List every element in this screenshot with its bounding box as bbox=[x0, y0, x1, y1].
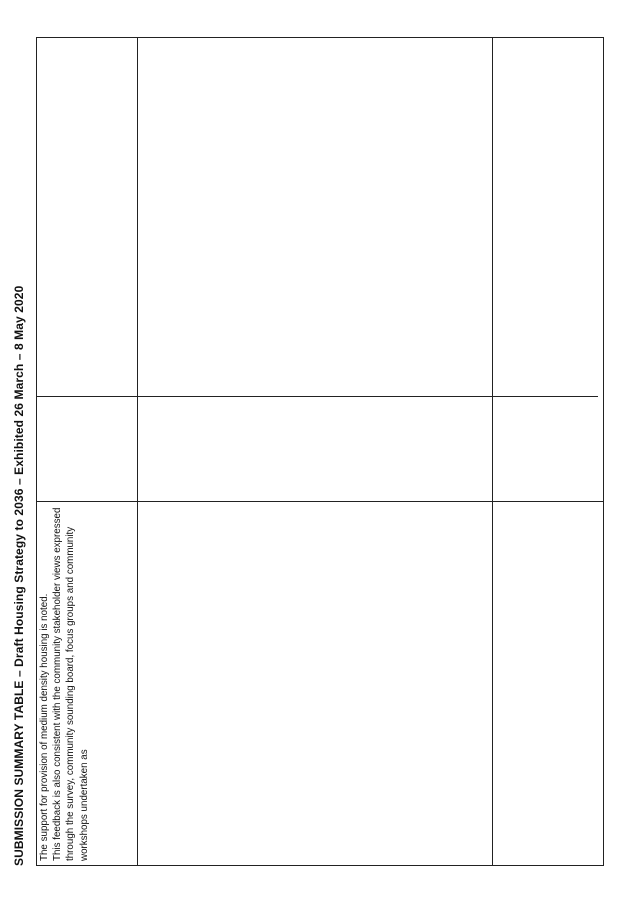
response-paragraph: The support for provision of medium density housing is noted. bbox=[39, 593, 50, 861]
response-paragraph: This feedback is also consistent with the community stakeholder views expressed through the survey, community sounding board, focus groups and community workshops undertaken as bbox=[52, 507, 90, 861]
submission-table bbox=[36, 37, 604, 866]
page-title: SUBMISSION SUMMARY TABLE – Draft Housing Strategy to 2036 – Exhibited 26 March – 8 May 2020 bbox=[12, 285, 26, 866]
row-divider-1 bbox=[137, 37, 138, 866]
row-divider-2 bbox=[492, 37, 493, 866]
table-border-bottom bbox=[603, 37, 604, 866]
response-cell-support bbox=[36, 502, 137, 866]
outcome-cell-row1 bbox=[36, 397, 137, 501]
issue-cell-row1 bbox=[36, 38, 137, 397]
spacer bbox=[36, 765, 40, 866]
